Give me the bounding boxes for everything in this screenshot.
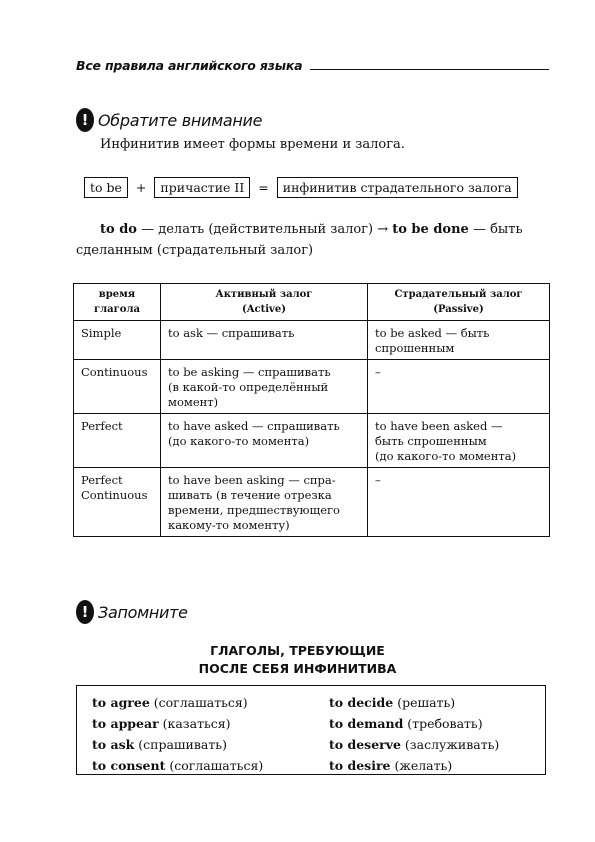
formula-to-be: to be — [84, 177, 128, 198]
header-active: Активный залог (Active) — [161, 284, 368, 321]
table-row — [74, 468, 550, 537]
verb-item: to appear (казаться) — [92, 716, 231, 731]
verb-item: to ask (спрашивать) — [92, 737, 227, 752]
page-header — [76, 58, 549, 73]
notice-heading — [76, 108, 262, 132]
example-text-active: — делать (действительный залог) → — [136, 222, 393, 237]
header-rule — [310, 69, 549, 70]
header-passive: Страдательный залог (Passive) — [368, 284, 550, 321]
formula-participle: причастие II — [154, 177, 250, 198]
example-term-passive: to be done — [392, 222, 469, 237]
passive-cell: to have been asked — быть спрошенным (до какого-то момента) — [368, 414, 550, 468]
passive-cell: – — [368, 360, 550, 414]
exclamation-icon: ! — [76, 108, 94, 132]
verb-item: to agree (соглашаться) — [92, 695, 248, 710]
tense-cell: Continuous — [74, 360, 161, 414]
remember-title: Запомните — [98, 602, 188, 622]
active-cell: to ask — спрашивать — [161, 321, 368, 360]
active-cell: to have been asking — спра- шивать (в течение отрезка времени, предшествующего какому-то моменту) — [161, 468, 368, 537]
formula-plus: + — [135, 180, 147, 195]
verbs-column-right — [329, 692, 499, 776]
tense-table — [73, 283, 550, 537]
table-row — [74, 360, 550, 414]
header-tense: время глагола — [74, 284, 161, 321]
exclamation-icon: ! — [76, 600, 94, 624]
intro-text: Инфинитив имеет формы времени и залога. — [100, 137, 405, 152]
tense-cell: Perfect — [74, 414, 161, 468]
passive-cell: – — [368, 468, 550, 537]
verbs-box — [76, 685, 546, 775]
verbs-heading-line2: ПОСЛЕ СЕБЯ ИНФИНИТИВА — [198, 661, 397, 676]
tense-cell: Perfect Continuous — [74, 468, 161, 537]
verbs-heading-line1: ГЛАГОЛЫ, ТРЕБУЮЩИЕ — [210, 643, 385, 658]
verb-item: to decide (решать) — [329, 695, 456, 710]
example-term-active: to do — [100, 222, 137, 237]
tense-cell: Simple — [74, 321, 161, 360]
verb-item: to deserve (заслуживать) — [329, 737, 500, 752]
verbs-column-left — [92, 692, 263, 776]
remember-heading — [76, 600, 188, 624]
active-cell: to be asking — спрашивать (в какой-то определённый момент) — [161, 360, 368, 414]
active-cell: to have asked — спрашивать (до какого-то момента) — [161, 414, 368, 468]
notice-title: Обратите внимание — [98, 110, 263, 130]
verb-item: to desire (желать) — [329, 758, 453, 773]
verb-item: to demand (требовать) — [329, 716, 483, 731]
table-header-row — [74, 284, 550, 321]
running-title: Все правила английского языка — [76, 58, 303, 73]
formula-result: инфинитив страдательного залога — [277, 177, 518, 198]
table-row — [74, 414, 550, 468]
verb-item: to consent (соглашаться) — [92, 758, 264, 773]
example-text-passive: — быть сделанным (страдательный залог) — [76, 222, 523, 258]
formula-equals: = — [258, 180, 269, 195]
passive-cell: to be asked — быть спрошенным — [368, 321, 550, 360]
example-paragraph — [76, 219, 552, 261]
formula — [84, 177, 518, 198]
table-row — [74, 321, 550, 360]
